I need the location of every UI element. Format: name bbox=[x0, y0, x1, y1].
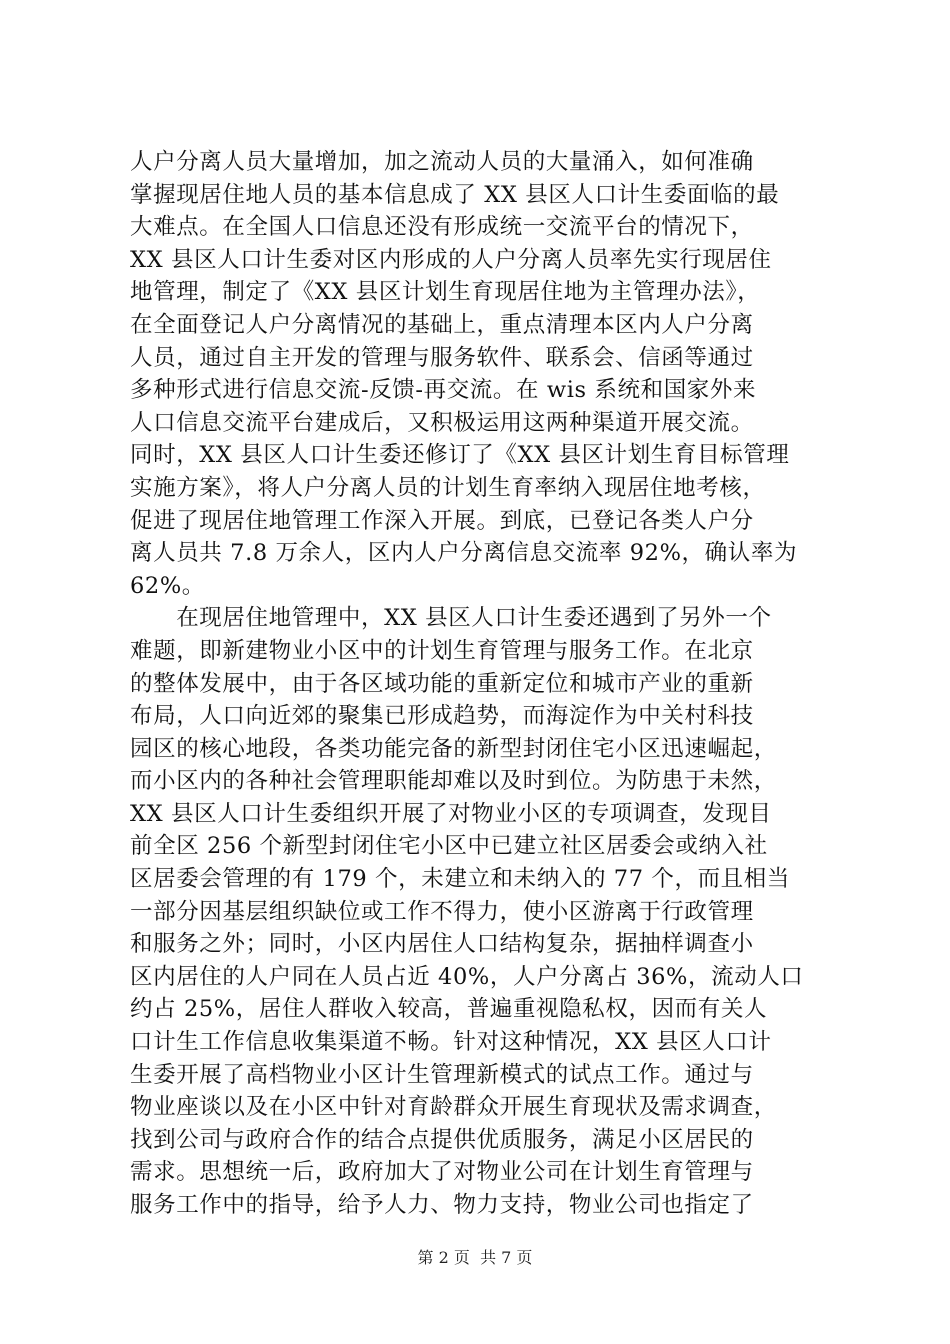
text-line: 地管理，制定了《XX 县区计划生育现居住地为主管理办法》， bbox=[130, 279, 761, 306]
text-line: 人户分离人员大量增加，加之流动人员的大量涌入，如何准确 bbox=[130, 149, 754, 175]
text-line: 一部分因基层组织缺位或工作不得力，使小区游离于行政管理 bbox=[130, 898, 754, 925]
text-line: 口计生工作信息收集渠道不畅。针对这种情况，XX 县区人口计 bbox=[130, 1029, 772, 1056]
text-line: 园区的核心地段，各类功能完备的新型封闭住宅小区迅速崛起， bbox=[130, 735, 777, 762]
text-line: 难题，即新建物业小区中的计划生育管理与服务工作。在北京 bbox=[130, 637, 754, 664]
text-line: 大难点。在全国人口信息还没有形成统一交流平台的情况下， bbox=[130, 214, 754, 241]
text-line: 前全区 256 个新型封闭住宅小区中已建立社区居委会或纳入社 bbox=[130, 833, 768, 860]
text-line: 促进了现居住地管理工作深入开展。到底，已登记各类人户分 bbox=[130, 507, 754, 534]
text-line: 实施方案》，将人户分离人员的计划生育率纳入现居住地考核， bbox=[130, 474, 766, 501]
text-line: 区居委会管理的有 179 个，未建立和未纳入的 77 个，而且相当 bbox=[130, 866, 790, 893]
text-line: 生委开展了高档物业小区计生管理新模式的试点工作。通过与 bbox=[130, 1061, 754, 1088]
text-line: 离人员共 7.8 万余人，区内人户分离信息交流率 92%，确认率为 bbox=[130, 540, 798, 567]
text-line: 人口信息交流平台建成后，又积极运用这两种渠道开展交流。 bbox=[130, 409, 754, 436]
body-text bbox=[130, 146, 830, 1222]
text-line: 人员，通过自主开发的管理与服务软件、联系会、信函等通过 bbox=[130, 344, 754, 371]
text-line: 同时，XX 县区人口计生委还修订了《XX 县区计划生育目标管理 bbox=[130, 442, 790, 469]
text-line: 而小区内的各种社会管理职能却难以及时到位。为防患于未然， bbox=[130, 768, 777, 795]
text-line: XX 县区人口计生委对区内形成的人户分离人员率先实行现居住 bbox=[130, 246, 772, 273]
text-line: 62%。 bbox=[130, 572, 205, 599]
text-line: 在全面登记人户分离情况的基础上，重点清理本区内人户分离 bbox=[130, 311, 754, 338]
text-line: 的整体发展中，由于各区域功能的重新定位和城市产业的重新 bbox=[130, 670, 754, 697]
text-line: 和服务之外；同时，小区内居住人口结构复杂，据抽样调查小 bbox=[130, 931, 754, 958]
text-line: 需求。思想统一后，政府加大了对物业公司在计划生育管理与 bbox=[130, 1159, 754, 1186]
page-footer: 第 2 页 共 7 页 bbox=[417, 1248, 533, 1267]
text-line: 多种形式进行信息交流-反馈-再交流。在 wis 系统和国家外来 bbox=[130, 377, 757, 404]
text-line: 约占 25%，居住人群收入较高，普遍重视隐私权，因而有关人 bbox=[130, 996, 768, 1023]
text-line: XX 县区人口计生委组织开展了对物业小区的专项调查，发现目 bbox=[130, 800, 772, 827]
text-line: 区内居住的人户同在人员占近 40%，人户分离占 36%，流动人口 bbox=[130, 963, 804, 990]
text-line: 物业座谈以及在小区中针对育龄群众开展生育现状及需求调查， bbox=[130, 1094, 777, 1121]
text-line: 服务工作中的指导，给予人力、物力支持，物业公司也指定了 bbox=[130, 1192, 754, 1218]
text-line: 掌握现居住地人员的基本信息成了 XX 县区人口计生委面临的最 bbox=[130, 181, 780, 208]
text-line: 找到公司与政府合作的结合点提供优质服务，满足小区居民的 bbox=[130, 1126, 754, 1153]
text-line: 布局，人口向近郊的聚集已形成趋势，而海淀作为中关村科技 bbox=[130, 703, 754, 730]
text-line: 在现居住地管理中，XX 县区人口计生委还遇到了另外一个 bbox=[130, 605, 772, 632]
